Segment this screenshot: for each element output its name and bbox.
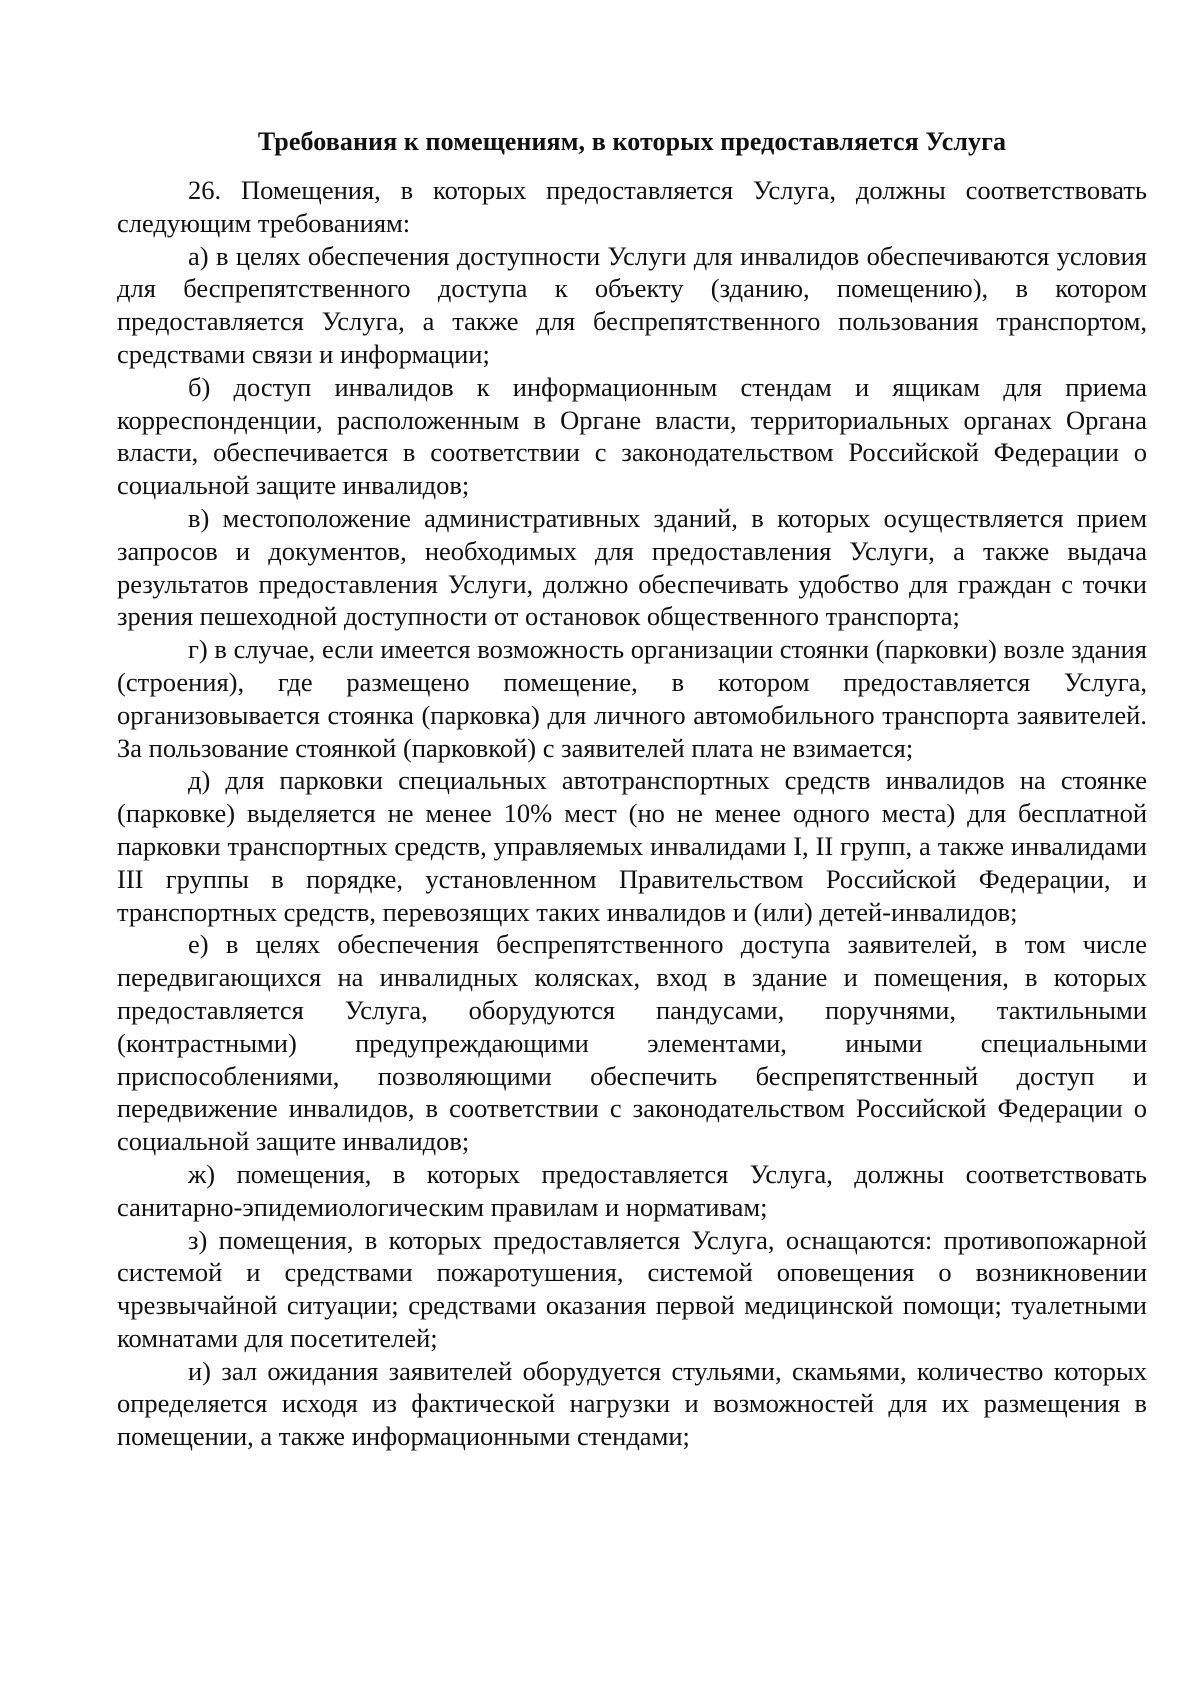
paragraph-zh: ж) помещения, в которых предоставляется Услуга, должны соответствовать санитарно-эпидемиологическим правилам и нормативам; [117,1158,1147,1222]
paragraph-d: д) для парковки специальных автотранспортных средств инвалидов на стоянке (парковке) выделяется не менее 10% мест (но не менее одного места) для бесплатной парковки транспортных средств, управляемых инвалидами I, II групп, а также инвалидами III группы в порядке, установленном Правительством Российской Федерации, и транспортных средств, перевозящих таких инвалидов и (или) детей-инвалидов; [117,765,1147,927]
paragraph-b: б) доступ инвалидов к информационным стендам и ящикам для приема корреспонденции, расположенным в Органе власти, территориальных органах Органа власти, обеспечивается в соответствии с законодательством Российской Федерации о социальной защите инвалидов; [117,371,1147,501]
section-title: Требования к помещениям, в которых предоставляется Услуга [257,127,1007,156]
paragraph-i: и) зал ожидания заявителей оборудуется стульями, скамьями, количество которых определяется исходя из фактической нагрузки и возможностей для их размещения в помещении, а также информационными стендами; [117,1355,1147,1452]
paragraph-z: з) помещения, в которых предоставляется Услуга, оснащаются: противопожарной системой и средствами пожаротушения, системой оповещения о возникновении чрезвычайной ситуации; средствами оказания первой медицинской помощи; туалетными комнатами для посетителей; [117,1224,1147,1353]
paragraph-g: г) в случае, если имеется возможность организации стоянки (парковки) возле здания (строения), где размещено помещение, в котором предоставляется Услуга, организовывается стоянка (парковка) для личного автомобильного транспорта заявителей. За пользование стоянкой (парковкой) с заявителей плата не взимается; [117,634,1147,763]
paragraph-26: 26. Помещения, в которых предоставляется Услуга, должны соответствовать следующим требованиям: [117,175,1147,238]
document-page [117,126,1147,1453]
paragraph-v: в) местоположение административных зданий, в которых осуществляется прием запросов и документов, необходимых для предоставления Услуги, а также выдача результатов предоставления Услуги, должно обеспечивать удобство для граждан с точки зрения пешеходной доступности от остановок общественного транспорта; [117,502,1147,632]
paragraph-e: е) в целях обеспечения беспрепятственного доступа заявителей, в том числе передвигающихся на инвалидных колясках, вход в здание и помещения, в которых предоставляется Услуга, оборудуются пандусами, поручнями, тактильными (контрастными) предупреждающими элементами, иными специальными приспособлениями, позволяющими обеспечить беспрепятственный доступ и передвижение инвалидов, в соответствии с законодательством Российской Федерации о социальной защите инвалидов; [117,929,1147,1157]
paragraph-a: а) в целях обеспечения доступности Услуги для инвалидов обеспечиваются условия для беспрепятственного доступа к объекту (зданию, помещению), в котором предоставляется Услуга, а также для беспрепятственного пользования транспортом, средствами связи и информации; [117,240,1147,369]
